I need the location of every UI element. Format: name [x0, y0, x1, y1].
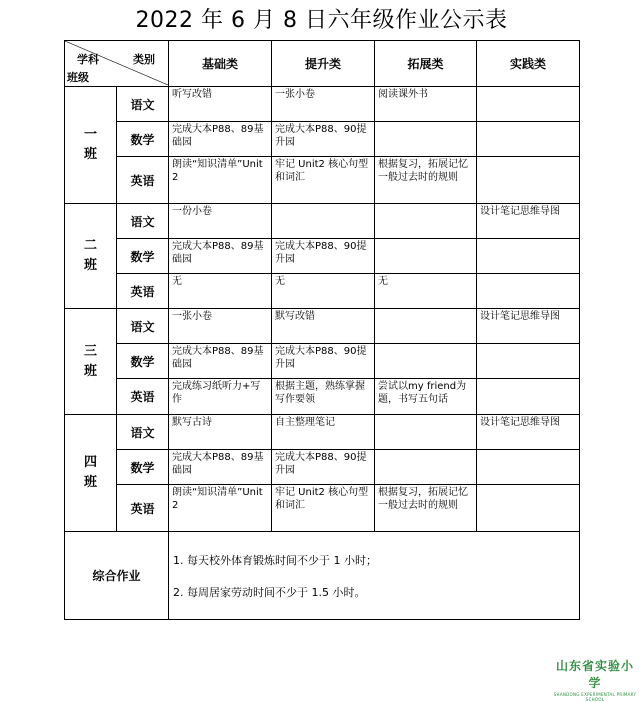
- table-cell: 朗读“知识清单”Unit 2: [169, 157, 272, 204]
- table-row: [65, 344, 580, 379]
- class-label-2: 二 班: [65, 204, 117, 309]
- table-cell: [477, 344, 580, 379]
- table-cell: [375, 204, 477, 239]
- table-cell: 默写改错: [272, 309, 375, 344]
- table-cell: 无: [169, 274, 272, 309]
- homework-table: [64, 40, 580, 620]
- table-cell: 完成大本P88、89基础园: [169, 344, 272, 379]
- table-cell: [477, 239, 580, 274]
- subject-label: 语文: [117, 415, 169, 450]
- table-row: [65, 87, 580, 122]
- class-label-1: 一 班: [65, 87, 117, 204]
- table-cell: 阅读课外书: [375, 87, 477, 122]
- table-cell: [375, 239, 477, 274]
- table-cell: 牢记 Unit2 核心句型和词汇: [272, 485, 375, 532]
- school-logo-name: 山东省实验小学: [555, 659, 634, 690]
- table-row: [65, 415, 580, 450]
- column-header-basic: 基础类: [169, 41, 272, 87]
- subject-label: 数学: [117, 450, 169, 485]
- table-cell: 一张小卷: [169, 309, 272, 344]
- table-row: [65, 309, 580, 344]
- subject-label: 英语: [117, 274, 169, 309]
- table-row: [65, 274, 580, 309]
- table-cell: 根据复习，拓展记忆一般过去时的规则: [375, 485, 477, 532]
- table-row: [65, 239, 580, 274]
- subject-label: 数学: [117, 122, 169, 157]
- comprehensive-content: [169, 532, 580, 620]
- table-cell: [375, 344, 477, 379]
- table-cell: 完成大本P88、89基础园: [169, 239, 272, 274]
- table-cell: [477, 274, 580, 309]
- table-row: [65, 204, 580, 239]
- column-header-extension: 拓展类: [375, 41, 477, 87]
- comprehensive-line-2: 2. 每周居家劳动时间不少于 1.5 小时。: [173, 585, 366, 599]
- class-label-3: 三 班: [65, 309, 117, 415]
- page-title: 2022 年 6 月 8 日六年级作业公示表: [135, 8, 508, 33]
- table-cell: 朗读“知识清单”Unit 2: [169, 485, 272, 532]
- table-cell: [477, 379, 580, 415]
- table-cell: 完成大本P88、90提升园: [272, 122, 375, 157]
- comprehensive-line-1: 1. 每天校外体育锻炼时间不少于 1 小时；: [173, 553, 377, 567]
- table-cell: [477, 87, 580, 122]
- table-cell: 默写古诗: [169, 415, 272, 450]
- comprehensive-row: [65, 532, 580, 620]
- table-cell: [375, 450, 477, 485]
- subject-label: 语文: [117, 309, 169, 344]
- table-row: [65, 485, 580, 532]
- table-cell: 完成大本P88、89基础园: [169, 450, 272, 485]
- column-header-advanced: 提升类: [272, 41, 375, 87]
- subject-label: 英语: [117, 485, 169, 532]
- table-cell: 尝试以my friend为题，书写五句话: [375, 379, 477, 415]
- table-row: [65, 122, 580, 157]
- corner-subject-label: 学科: [77, 53, 99, 66]
- table-cell: [477, 157, 580, 204]
- corner-category-label: 类别: [133, 53, 155, 66]
- table-cell: 无: [375, 274, 477, 309]
- table-cell: 牢记 Unit2 核心句型和词汇: [272, 157, 375, 204]
- subject-label: 数学: [117, 239, 169, 274]
- table-cell: 一张小卷: [272, 87, 375, 122]
- table-cell: 设计笔记思维导图: [477, 309, 580, 344]
- table-cell: [375, 415, 477, 450]
- school-logo: [552, 657, 638, 702]
- table-row: [65, 379, 580, 415]
- column-header-practice: 实践类: [477, 41, 580, 87]
- table-cell: [477, 122, 580, 157]
- table-cell: 听写改错: [169, 87, 272, 122]
- table-cell: 完成大本P88、90提升园: [272, 344, 375, 379]
- table-cell: 完成大本P88、90提升园: [272, 239, 375, 274]
- table-cell: 一份小卷: [169, 204, 272, 239]
- class-label-4: 四 班: [65, 415, 117, 532]
- comprehensive-label: 综合作业: [65, 532, 169, 620]
- table-cell: [375, 309, 477, 344]
- corner-class-label: 班级: [67, 71, 89, 84]
- table-cell: [477, 485, 580, 532]
- table-cell: 根据复习，拓展记忆一般过去时的规则: [375, 157, 477, 204]
- table-row: [65, 157, 580, 204]
- table-cell: [477, 450, 580, 485]
- table-cell: [272, 204, 375, 239]
- table-cell: 无: [272, 274, 375, 309]
- subject-label: 语文: [117, 204, 169, 239]
- table-cell: 完成大本P88、89基础园: [169, 122, 272, 157]
- table-cell: 自主整理笔记: [272, 415, 375, 450]
- table-cell: 设计笔记思维导图: [477, 415, 580, 450]
- header-row: [65, 41, 580, 87]
- table-cell: [375, 122, 477, 157]
- subject-label: 英语: [117, 379, 169, 415]
- table-cell: 根据主题，熟练掌握写作要领: [272, 379, 375, 415]
- subject-label: 数学: [117, 344, 169, 379]
- corner-header: [65, 41, 169, 87]
- table-cell: 设计笔记思维导图: [477, 204, 580, 239]
- subject-label: 英语: [117, 157, 169, 204]
- table-cell: 完成练习纸听力+写作: [169, 379, 272, 415]
- table-row: [65, 450, 580, 485]
- school-logo-subtitle: SHANDONG EXPERIMENTAL PRIMARY SCHOOL: [553, 692, 637, 702]
- table-cell: 完成大本P88、90提升园: [272, 450, 375, 485]
- subject-label: 语文: [117, 87, 169, 122]
